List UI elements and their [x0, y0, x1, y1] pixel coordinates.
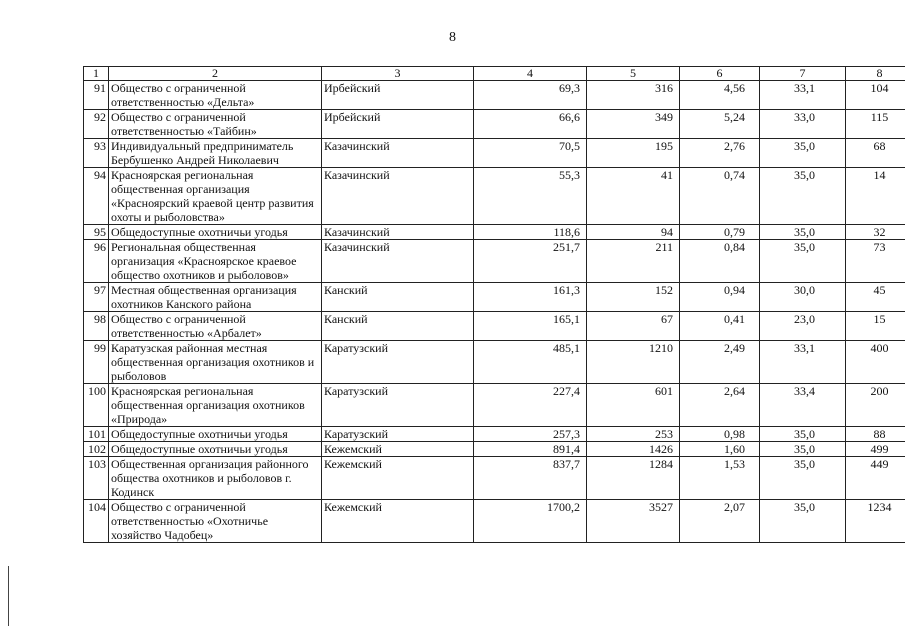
table-row [84, 500, 905, 543]
organization-cell: Красноярская региональная общественная организация охотников «Природа» [109, 384, 322, 427]
col4-cell: 55,3 [474, 168, 587, 225]
district-cell: Кежемский [322, 500, 474, 543]
col4-cell: 118,6 [474, 225, 587, 240]
col8-cell: 449 [846, 457, 905, 500]
col4-cell: 257,3 [474, 427, 587, 442]
col5-cell: 1284 [587, 457, 680, 500]
row-number-cell: 96 [84, 240, 109, 283]
scan-margin-line [8, 566, 9, 626]
organization-cell: Общество с ограниченной ответственностью «Тайбин» [109, 110, 322, 139]
district-cell: Кежемский [322, 457, 474, 500]
table-row [84, 168, 905, 225]
col4-cell: 165,1 [474, 312, 587, 341]
col6-cell: 2,49 [680, 341, 760, 384]
col7-cell: 35,0 [760, 500, 846, 543]
row-number-cell: 92 [84, 110, 109, 139]
header-cell: 8 [846, 67, 905, 81]
table-row [84, 341, 905, 384]
col7-cell: 33,0 [760, 110, 846, 139]
col7-cell: 35,0 [760, 457, 846, 500]
organization-cell: Общедоступные охотничьи угодья [109, 427, 322, 442]
col8-cell: 200 [846, 384, 905, 427]
col7-cell: 35,0 [760, 427, 846, 442]
col6-cell: 0,94 [680, 283, 760, 312]
table-row [84, 240, 905, 283]
table-row [84, 225, 905, 240]
col7-cell: 33,4 [760, 384, 846, 427]
table-row [84, 384, 905, 427]
col4-cell: 1700,2 [474, 500, 587, 543]
organization-cell: Местная общественная организация охотников Канского района [109, 283, 322, 312]
row-number-cell: 103 [84, 457, 109, 500]
col5-cell: 1426 [587, 442, 680, 457]
col5-cell: 41 [587, 168, 680, 225]
organization-cell: Общество с ограниченной ответственностью «Охотничье хозяйство Чадобец» [109, 500, 322, 543]
col7-cell: 35,0 [760, 139, 846, 168]
district-cell: Канский [322, 283, 474, 312]
row-number-cell: 93 [84, 139, 109, 168]
col8-cell: 88 [846, 427, 905, 442]
col7-cell: 30,0 [760, 283, 846, 312]
col4-cell: 251,7 [474, 240, 587, 283]
page-number: 8 [449, 30, 456, 45]
col6-cell: 0,74 [680, 168, 760, 225]
row-number-cell: 100 [84, 384, 109, 427]
header-cell: 5 [587, 67, 680, 81]
col5-cell: 3527 [587, 500, 680, 543]
table-row [84, 427, 905, 442]
district-cell: Казачинский [322, 168, 474, 225]
district-cell: Казачинский [322, 139, 474, 168]
col5-cell: 601 [587, 384, 680, 427]
table-row [84, 442, 905, 457]
col7-cell: 35,0 [760, 168, 846, 225]
col6-cell: 2,76 [680, 139, 760, 168]
col6-cell: 5,24 [680, 110, 760, 139]
col8-cell: 15 [846, 312, 905, 341]
col7-cell: 33,1 [760, 341, 846, 384]
col8-cell: 14 [846, 168, 905, 225]
organization-cell: Общество с ограниченной ответственностью «Дельта» [109, 81, 322, 110]
col5-cell: 195 [587, 139, 680, 168]
col8-cell: 45 [846, 283, 905, 312]
col5-cell: 316 [587, 81, 680, 110]
col6-cell: 1,60 [680, 442, 760, 457]
table-row [84, 110, 905, 139]
district-cell: Канский [322, 312, 474, 341]
col5-cell: 67 [587, 312, 680, 341]
data-table [83, 66, 905, 543]
organization-cell: Каратузская районная местная общественная организация охотников и рыболовов [109, 341, 322, 384]
district-cell: Ирбейский [322, 110, 474, 139]
organization-cell: Общедоступные охотничьи угодья [109, 442, 322, 457]
table-row [84, 283, 905, 312]
col4-cell: 227,4 [474, 384, 587, 427]
col4-cell: 485,1 [474, 341, 587, 384]
header-cell: 4 [474, 67, 587, 81]
col5-cell: 1210 [587, 341, 680, 384]
row-number-cell: 101 [84, 427, 109, 442]
col8-cell: 499 [846, 442, 905, 457]
col4-cell: 69,3 [474, 81, 587, 110]
district-cell: Каратузский [322, 384, 474, 427]
col8-cell: 1234 [846, 500, 905, 543]
col6-cell: 2,64 [680, 384, 760, 427]
col6-cell: 2,07 [680, 500, 760, 543]
district-cell: Каратузский [322, 427, 474, 442]
row-number-cell: 97 [84, 283, 109, 312]
row-number-cell: 102 [84, 442, 109, 457]
organization-cell: Общественная организация районного общества охотников и рыболовов г. Кодинск [109, 457, 322, 500]
district-cell: Каратузский [322, 341, 474, 384]
col7-cell: 35,0 [760, 442, 846, 457]
col5-cell: 94 [587, 225, 680, 240]
col6-cell: 0,98 [680, 427, 760, 442]
col7-cell: 35,0 [760, 225, 846, 240]
col4-cell: 70,5 [474, 139, 587, 168]
organization-cell: Общедоступные охотничьи угодья [109, 225, 322, 240]
row-number-cell: 95 [84, 225, 109, 240]
col7-cell: 23,0 [760, 312, 846, 341]
col7-cell: 33,1 [760, 81, 846, 110]
header-cell: 3 [322, 67, 474, 81]
col6-cell: 0,79 [680, 225, 760, 240]
table-row [84, 457, 905, 500]
table-row [84, 312, 905, 341]
table-row [84, 139, 905, 168]
col5-cell: 152 [587, 283, 680, 312]
col4-cell: 161,3 [474, 283, 587, 312]
row-number-cell: 104 [84, 500, 109, 543]
row-number-cell: 94 [84, 168, 109, 225]
col6-cell: 4,56 [680, 81, 760, 110]
table-header-row [84, 67, 905, 81]
header-cell: 6 [680, 67, 760, 81]
district-cell: Ирбейский [322, 81, 474, 110]
table-row [84, 81, 905, 110]
col6-cell: 1,53 [680, 457, 760, 500]
col5-cell: 253 [587, 427, 680, 442]
district-cell: Кежемский [322, 442, 474, 457]
col6-cell: 0,41 [680, 312, 760, 341]
col4-cell: 891,4 [474, 442, 587, 457]
col7-cell: 35,0 [760, 240, 846, 283]
col8-cell: 115 [846, 110, 905, 139]
col8-cell: 400 [846, 341, 905, 384]
col6-cell: 0,84 [680, 240, 760, 283]
col5-cell: 349 [587, 110, 680, 139]
organization-cell: Красноярская региональная общественная организация «Красноярский краевой центр развития охоты и рыболовства» [109, 168, 322, 225]
col4-cell: 837,7 [474, 457, 587, 500]
header-cell: 2 [109, 67, 322, 81]
header-cell: 7 [760, 67, 846, 81]
district-cell: Казачинский [322, 225, 474, 240]
row-number-cell: 91 [84, 81, 109, 110]
row-number-cell: 98 [84, 312, 109, 341]
organization-cell: Общество с ограниченной ответственностью «Арбалет» [109, 312, 322, 341]
col4-cell: 66,6 [474, 110, 587, 139]
organization-cell: Региональная общественная организация «Красноярское краевое общество охотников и рыболовов» [109, 240, 322, 283]
col8-cell: 104 [846, 81, 905, 110]
col8-cell: 73 [846, 240, 905, 283]
col8-cell: 32 [846, 225, 905, 240]
col8-cell: 68 [846, 139, 905, 168]
header-cell: 1 [84, 67, 109, 81]
district-cell: Казачинский [322, 240, 474, 283]
organization-cell: Индивидуальный предприниматель Бербушенко Андрей Николаевич [109, 139, 322, 168]
col5-cell: 211 [587, 240, 680, 283]
row-number-cell: 99 [84, 341, 109, 384]
